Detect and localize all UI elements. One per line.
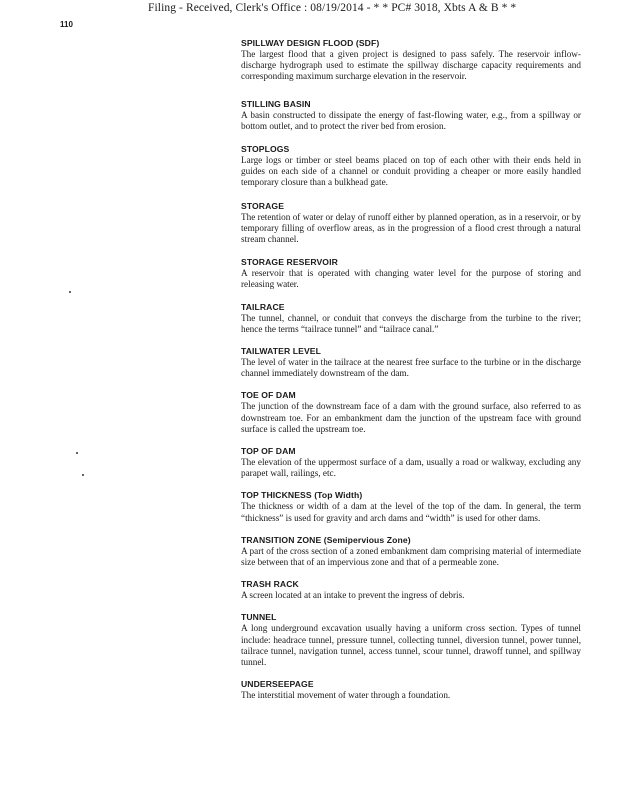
glossary-term: UNDERSEEPAGE	[241, 679, 314, 690]
glossary-term: STOPLOGS	[241, 144, 290, 155]
scan-speck	[69, 291, 71, 293]
page-number: 110	[60, 20, 73, 29]
glossary-entry	[241, 99, 581, 132]
glossary-entry	[241, 446, 581, 479]
glossary-definition: A part of the cross section of a zoned embankment dam comprising material of intermediate size between that of an impervious zone and that of a permeable zone.	[241, 545, 581, 568]
glossary-definition: The elevation of the uppermost surface of a dam, usually a road or walkway, excluding any parapet wall, railings, etc.	[241, 457, 581, 479]
filing-header: Filing - Received, Clerk's Office : 08/19/2014 - * * PC# 3018, Xbts A & B * *	[148, 2, 517, 14]
glossary-definition: The interstitial movement of water through a foundation.	[241, 690, 451, 701]
glossary-definition: The largest flood that a given project is designed to pass safely. The reservoir inflow-discharge hydrograph used to estimate the spillway discharge capacity requirements and corresponding maximum surcharge elevation in the reservoir.	[241, 49, 581, 82]
scan-speck	[76, 452, 78, 454]
glossary-entry	[241, 612, 581, 668]
scan-speck	[82, 474, 84, 476]
glossary-definition: The tunnel, channel, or conduit that conveys the discharge from the turbine to the river; hence the terms “tailrace tunnel” and “tailrace canal.”	[241, 312, 581, 334]
glossary-term: TUNNEL	[241, 612, 277, 623]
glossary-term: TAILWATER LEVEL	[241, 346, 321, 357]
glossary-entry	[241, 490, 581, 523]
glossary-term: STORAGE RESERVOIR	[241, 257, 338, 268]
glossary-list	[241, 38, 581, 702]
glossary-term: TOP THICKNESS (Top Width)	[241, 490, 363, 501]
glossary-term: TRASH RACK	[241, 579, 299, 590]
glossary-definition: The junction of the downstream face of a dam with the ground surface, also referred to as downstream toe. For an embankment dam the junction of the upstream face with ground surface is called the upstream toe.	[241, 401, 581, 434]
glossary-entry	[241, 579, 581, 601]
glossary-term: SPILLWAY DESIGN FLOOD (SDF)	[241, 38, 380, 48]
glossary-entry	[241, 144, 581, 189]
glossary-entry	[241, 346, 581, 379]
glossary-definition: A long underground excavation usually having a uniform cross section. Types of tunnel include: headrace tunnel, pressure tunnel, collecting tunnel, diversion tunnel, power tunnel, tailrace tunnel, navigation tunnel, access tunnel, scour tunnel, drawoff tunnel, and spillway tunnel.	[241, 623, 581, 668]
glossary-entry	[241, 390, 581, 435]
glossary-definition: The thickness or width of a dam at the level of the top of the dam. In general, the term “thickness” is used for gravity and arch dams and “width” is used for other dams.	[241, 501, 581, 523]
glossary-term: TOE OF DAM	[241, 390, 296, 401]
glossary-entry	[241, 535, 581, 568]
glossary-entry	[241, 38, 581, 83]
glossary-term: TRANSITION ZONE (Semipervious Zone)	[241, 534, 411, 545]
glossary-definition: A basin constructed to dissipate the energy of fast-flowing water, e.g., from a spillway or bottom outlet, and to protect the river bed from erosion.	[241, 109, 581, 131]
glossary-entry	[241, 201, 581, 246]
glossary-definition: The level of water in the tailrace at the nearest free surface to the turbine or in the discharge channel immediately downstream of the dam.	[241, 357, 581, 379]
glossary-term: TAILRACE	[241, 301, 285, 312]
glossary-entry	[241, 302, 581, 335]
glossary-entry	[241, 257, 581, 290]
glossary-term: STILLING BASIN	[241, 98, 311, 109]
glossary-definition: Large logs or timber or steel beams placed on top of each other with their ends held in guides on each side of a channel or conduit providing a cheaper or more easily handled temporary closure than a bulkhead gate.	[241, 155, 581, 188]
glossary-term: STORAGE	[241, 200, 285, 211]
glossary-definition: A screen located at an intake to prevent the ingress of debris.	[241, 590, 465, 601]
glossary-term: TOP OF DAM	[241, 446, 296, 457]
glossary-entry	[241, 679, 581, 701]
glossary-definition: A reservoir that is operated with changing water level for the purpose of storing and releasing water.	[241, 268, 581, 290]
glossary-definition: The retention of water or delay of runoff either by planned operation, as in a reservoir, or by temporary filling of overflow areas, as in the progression of a flood crest through a natural stream channel.	[241, 211, 581, 245]
